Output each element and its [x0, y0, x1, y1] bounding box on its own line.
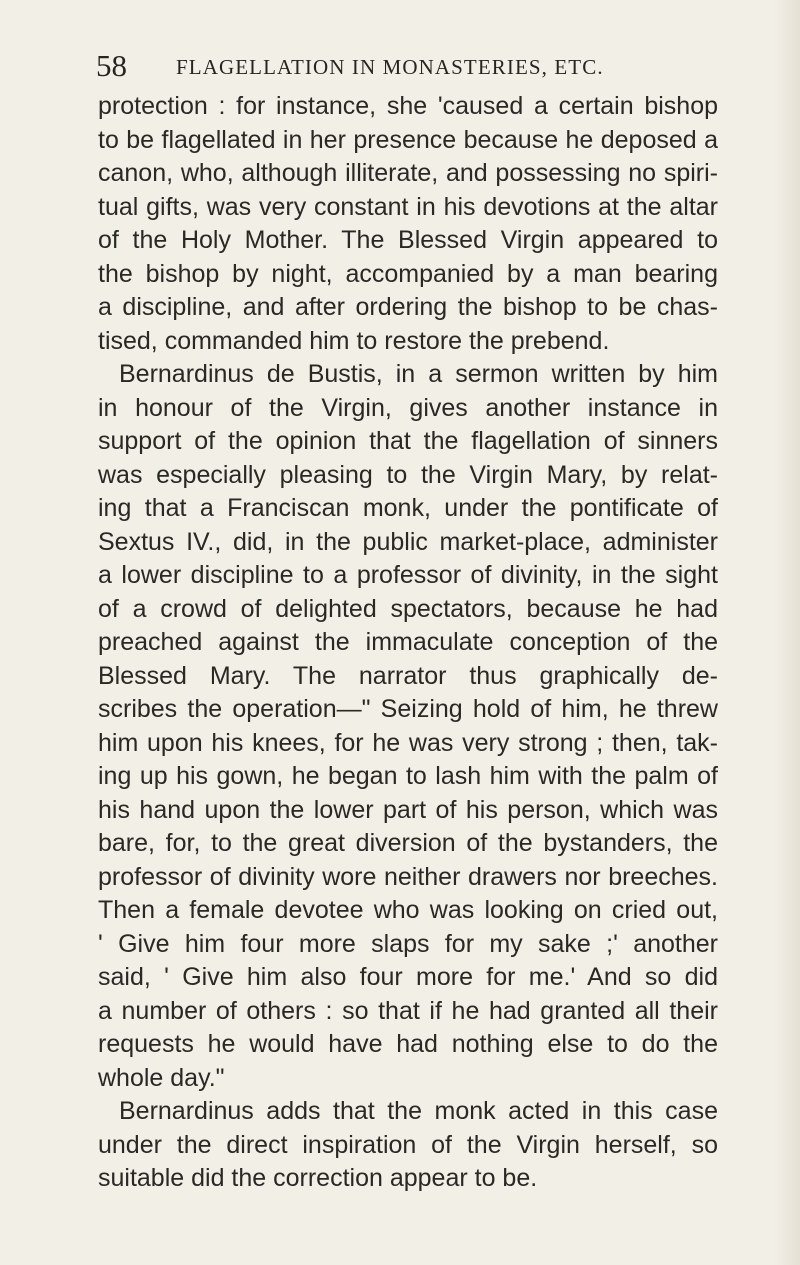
text-line: him upon his knees, for he was very strong ; then, tak- [98, 728, 718, 757]
text-line: support of the opinion that the flagellation of sinners [98, 427, 718, 455]
page-number: 58 [96, 48, 127, 83]
text-line: protection : for instance, she 'caused a certain bishop [98, 92, 718, 120]
text-line: scribes the operation—" Seizing hold of him, he threw [98, 695, 718, 723]
text-line: preached against the immaculate conception of the [98, 628, 718, 656]
text-line: a discipline, and after ordering the bishop to be chas- [98, 293, 718, 321]
text-line: said, ' Give him also four more for me.' And so did [98, 963, 718, 991]
text-line: of a crowd of delighted spectators, because he had [98, 594, 718, 623]
text-line: canon, who, although illiterate, and possessing no spiri- [98, 159, 718, 187]
text-line: a lower discipline to a professor of divinity, in the sight [98, 561, 718, 589]
text-line: Bernardinus adds that the monk acted in this case [119, 1097, 718, 1125]
page-edge-shadow [774, 0, 800, 1265]
text-line: to be flagellated in her presence because he deposed a [98, 125, 718, 154]
text-line: tual gifts, was very constant in his devotions at the altar [98, 192, 718, 221]
text-line: professor of divinity wore neither drawers nor breeches. [98, 862, 718, 891]
text-line: whole day." [98, 1063, 225, 1092]
running-head: FLAGELLATION IN MONASTERIES, ETC. [176, 55, 604, 79]
text-line: was especially pleasing to the Virgin Mary, by relat- [98, 460, 718, 489]
body-text [98, 90, 718, 1196]
text-line: Then a female devotee who was looking on cried out, [98, 896, 718, 924]
text-line: bare, for, to the great diversion of the bystanders, the [98, 829, 718, 857]
text-line: his hand upon the lower part of his person, which was [98, 795, 718, 824]
text-line: tised, commanded him to restore the prebend. [98, 326, 610, 355]
page-header [96, 44, 716, 88]
text-line: Bernardinus de Bustis, in a sermon written by him [119, 360, 718, 388]
text-line: ing up his gown, he began to lash him with the palm of [98, 762, 718, 790]
text-line: ' Give him four more slaps for my sake ;' another [98, 929, 718, 958]
text-line: under the direct inspiration of the Virgin herself, so [98, 1130, 718, 1159]
text-line: requests he would have had nothing else to do the [98, 1030, 718, 1058]
text-line: in honour of the Virgin, gives another instance in [98, 393, 718, 422]
text-line: ing that a Franciscan monk, under the pontificate of [98, 494, 718, 522]
text-line: the bishop by night, accompanied by a man bearing [98, 259, 718, 288]
text-line: a number of others : so that if he had granted all their [98, 996, 718, 1025]
text-line: suitable did the correction appear to be. [98, 1164, 538, 1192]
text-line: Blessed Mary. The narrator thus graphically de- [98, 661, 718, 690]
text-line: of the Holy Mother. The Blessed Virgin appeared to [98, 226, 718, 254]
text-line: Sextus IV., did, in the public market-place, administer [98, 527, 718, 556]
